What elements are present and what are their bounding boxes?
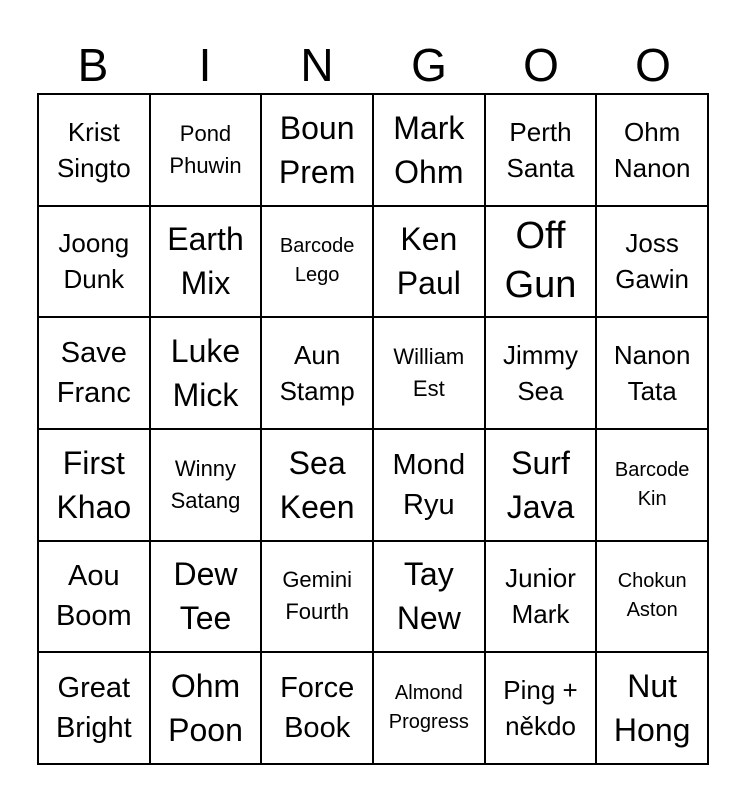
cell-text: Ohm Poon	[168, 668, 243, 749]
bingo-cell[interactable]	[38, 652, 150, 764]
bingo-cell[interactable]	[150, 541, 262, 653]
bingo-cell[interactable]	[261, 652, 373, 764]
bingo-cell[interactable]	[485, 206, 597, 318]
cell-text: Joong Dunk	[58, 228, 130, 295]
cell-text: Aun Stamp	[279, 340, 355, 407]
bingo-card-grid	[37, 93, 709, 765]
bingo-cell[interactable]	[596, 429, 708, 541]
cell-text: Force Book	[280, 672, 355, 745]
cell-text: Pond Phuwin	[169, 120, 242, 178]
bingo-cell[interactable]	[485, 94, 597, 206]
bingo-cell[interactable]	[38, 317, 150, 429]
bingo-cell[interactable]	[596, 317, 708, 429]
bingo-cell[interactable]	[596, 541, 708, 653]
header-letter-n: N	[300, 39, 334, 91]
cell-text: First Khao	[56, 444, 132, 525]
cell-text: Dew Tee	[173, 556, 238, 637]
cell-text: Ping + někdo	[503, 675, 578, 742]
header-letter-i: I	[198, 39, 212, 91]
header-letter-b: B	[77, 39, 109, 91]
bingo-cell[interactable]	[261, 94, 373, 206]
cell-text: Almond Progress	[388, 682, 469, 734]
bingo-cell[interactable]	[150, 652, 262, 764]
cell-text: Nut Hong	[613, 668, 691, 749]
cell-text: Surf Java	[506, 444, 575, 525]
bingo-cell[interactable]	[373, 541, 485, 653]
bingo-cell[interactable]	[150, 206, 262, 318]
bingo-cell[interactable]	[38, 429, 150, 541]
cell-text: Save Franc	[56, 337, 131, 410]
bingo-cell[interactable]	[596, 94, 708, 206]
cell-text: William Est	[393, 344, 465, 402]
cell-text: Boun Prem	[278, 109, 356, 190]
bingo-cell[interactable]	[373, 94, 485, 206]
bingo-cell[interactable]	[261, 541, 373, 653]
cell-text: Barcode Lego	[279, 235, 355, 287]
cell-text: Barcode Kin	[614, 458, 690, 510]
cell-text: Perth Santa	[506, 116, 575, 183]
cell-text: Luke Mick	[170, 333, 241, 414]
cell-text: Joss Gawin	[615, 228, 689, 295]
header-letter-g: G	[411, 39, 447, 91]
bingo-cell[interactable]	[485, 541, 597, 653]
cell-text: Winny Satang	[170, 455, 241, 513]
cell-text: Tay New	[396, 556, 461, 637]
bingo-cell[interactable]	[261, 206, 373, 318]
cell-text: Mark Ohm	[393, 109, 465, 190]
cell-text: Aou Boom	[55, 560, 132, 633]
bingo-header	[37, 36, 709, 94]
bingo-cell[interactable]	[596, 206, 708, 318]
bingo-cell[interactable]	[485, 429, 597, 541]
cell-text: Krist Singto	[56, 116, 131, 183]
cell-text: Mond Ryu	[392, 448, 466, 521]
header-letter-o-2: O	[635, 39, 671, 91]
cell-text: Earth Mix	[167, 221, 244, 302]
cell-text: Off Gun	[504, 215, 577, 307]
bingo-cell[interactable]	[373, 206, 485, 318]
bingo-cell[interactable]	[150, 94, 262, 206]
cell-text: Junior Mark	[505, 563, 576, 630]
bingo-cell[interactable]	[373, 652, 485, 764]
bingo-cell[interactable]	[38, 206, 150, 318]
bingo-cell[interactable]	[38, 94, 150, 206]
bingo-cell[interactable]	[38, 541, 150, 653]
cell-text: Great Bright	[55, 672, 132, 745]
bingo-cell[interactable]	[261, 317, 373, 429]
bingo-cell[interactable]	[150, 317, 262, 429]
bingo-cell[interactable]	[150, 429, 262, 541]
bingo-cell[interactable]	[596, 652, 708, 764]
cell-text: Ohm Nanon	[613, 116, 691, 183]
bingo-cell[interactable]	[485, 317, 597, 429]
cell-text: Nanon Tata	[613, 340, 691, 407]
bingo-cell[interactable]	[485, 652, 597, 764]
bingo-cell[interactable]	[373, 429, 485, 541]
bingo-cell[interactable]	[373, 317, 485, 429]
bingo-cell[interactable]	[261, 429, 373, 541]
cell-text: Gemini Fourth	[282, 567, 352, 625]
cell-text: Ken Paul	[396, 221, 461, 302]
cell-text: Sea Keen	[279, 444, 355, 525]
cell-text: Jimmy Sea	[502, 340, 579, 407]
cell-text: Chokun Aston	[617, 570, 687, 622]
header-letter-o: O	[523, 39, 559, 91]
